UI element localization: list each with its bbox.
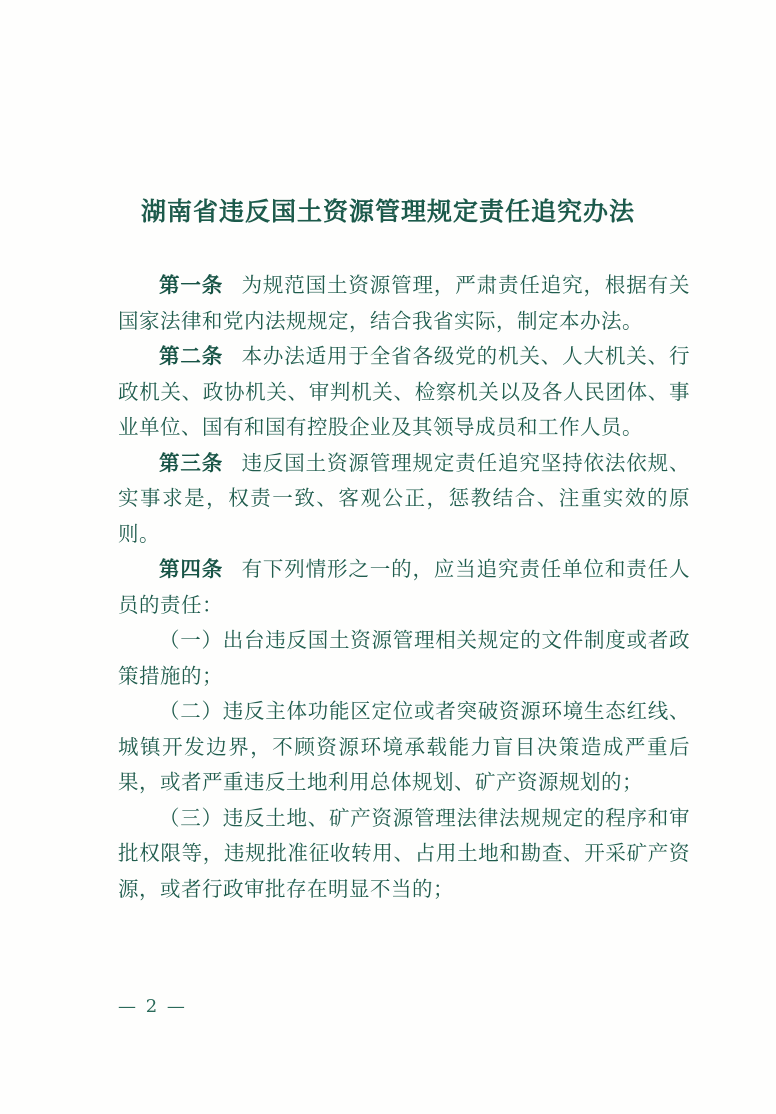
item-text: （三）违反土地、矿产资源管理法律法规规定的程序和审批权限等，违规批准征收转用、占用土地和勘查、开采矿产资源，或者行政审批存在明显不当的； [118, 805, 690, 901]
page-number: — 2 — [118, 996, 187, 1017]
article-label: 第四条 [159, 557, 224, 581]
article-3 [118, 446, 690, 553]
article-4-item-1 [118, 623, 690, 694]
article-4-item-2 [118, 694, 690, 801]
article-text: 本办法适用于全省各级党的机关、人大机关、行政机关、政协机关、审判机关、检察机关以及各人民团体、事业单位、国有和国有控股企业及其领导成员和工作人员。 [118, 344, 691, 439]
article-label: 第一条 [159, 273, 224, 297]
article-text: 为规范国土资源管理，严肃责任追究，根据有关国家法律和党内法规规定，结合我省实际，制定本办法。 [118, 273, 691, 333]
article-4 [118, 552, 690, 623]
document-title: 湖南省违反国土资源管理规定责任追究办法 [140, 197, 635, 226]
item-text: （一）出台违反国土资源管理相关规定的文件制度或者政策措施的； [118, 628, 690, 688]
article-text: 有下列情形之一的，应当追究责任单位和责任人员的责任： [118, 557, 691, 617]
article-1 [118, 268, 690, 339]
article-label: 第三条 [159, 450, 224, 475]
article-4-item-3 [118, 801, 690, 908]
article-label: 第二条 [159, 344, 224, 368]
article-2 [118, 339, 690, 446]
item-text: （二）违反主体功能区定位或者突破资源环境生态红线、城镇开发边界，不顾资源环境承载能力盲目决策造成严重后果，或者严重违反土地利用总体规划、矿产资源规划的； [118, 699, 690, 794]
article-text: 违反国土资源管理规定责任追究坚持依法依规、实事求是，权责一致、客观公正，惩教结合、注重实效的原则。 [118, 450, 691, 546]
document-body [118, 268, 690, 907]
